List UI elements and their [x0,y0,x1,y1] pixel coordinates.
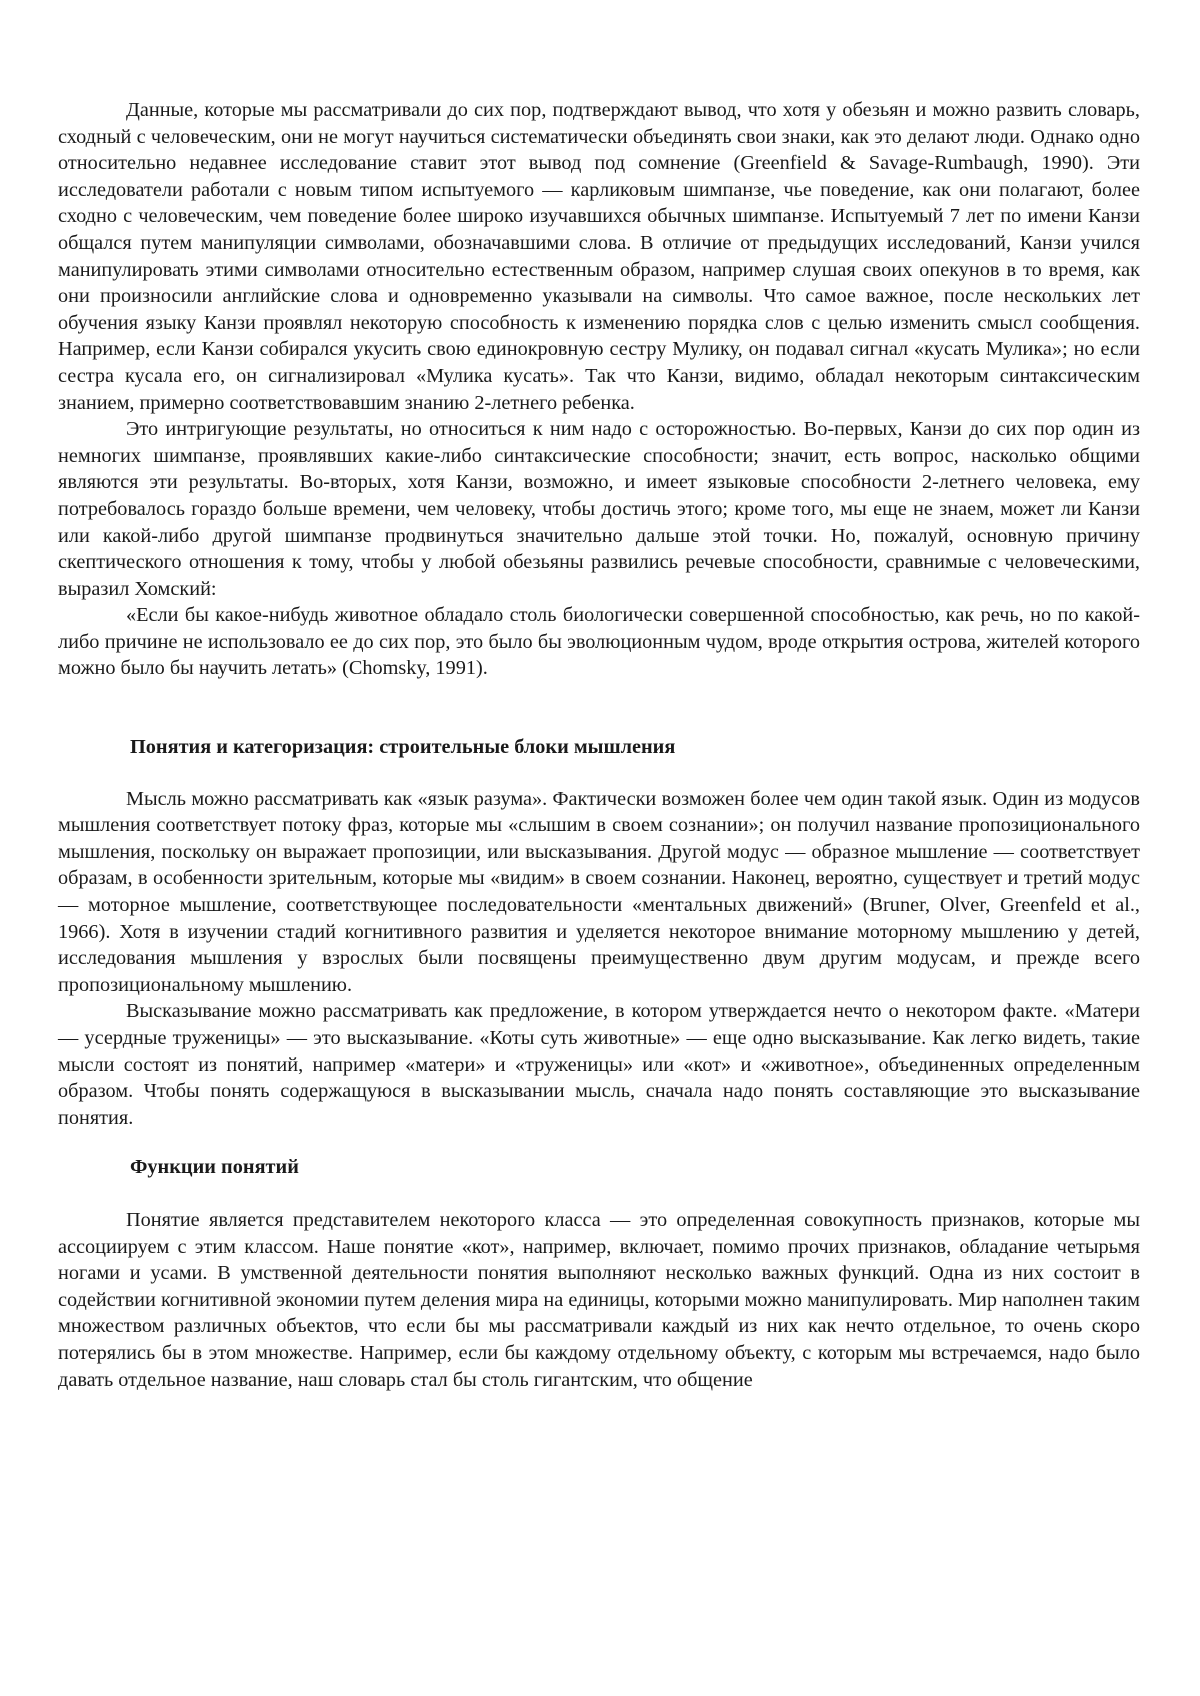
paragraph-concept-definition: Понятие является представителем некоторого класса — это определенная совокупность признаков, которые мы ассоциируем с этим классом. Наше понятие «кот», например, включает, помимо прочих признаков, обладание четырьмя ногами и усами. В умственной деятельности понятия выполняют несколько важных функций. Одна из них состоит в содействии когнитивной экономии путем деления мира на единицы, которыми можно манипулировать. Мир наполнен таким множеством различных объектов, что если бы мы рассматривали каждый из них как нечто отдельное, то очень скоро потерялись бы в этом множестве. Например, если бы каждому отдельному объекту, с которым мы встречаемся, надо было давать отдельное название, наш словарь стал бы столь гигантским, что общение [58,1208,1140,1391]
document-page [58,97,1140,1393]
section-heading-concept-functions: Функции понятий [130,1156,299,1179]
paragraph-thought-modes: Мысль можно рассматривать как «язык разума». Фактически возможен более чем один такой язык. Один из модусов мышления соответствует потоку фраз, которые мы «слышим в своем сознании»; он получил название пропозиционального мышления, поскольку он выражает пропозиции, или высказывания. Другой модус — образное мышление — соответствует образам, в особенности зрительным, которые мы «видим» в своем сознании. Наконец, вероятно, существует и третий модус — моторное мышление, соответствующее последовательности «ментальных движений» (Bruner, Olver, Greenfeld et al., 1966). Хотя в изучении стадий когнитивного развития и уделяется некоторое внимание моторному мышлению у детей, исследования мышления у взрослых были посвящены преимущественно двум другим модусам, и прежде всего пропозициональному мышлению. [58,787,1140,996]
section-heading-concepts: Понятия и категоризация: строительные блоки мышления [130,736,676,759]
paragraph-kanzi-study: Данные, которые мы рассматривали до сих пор, подтверждают вывод, что хотя у обезьян и можно развить словарь, сходный с человеческим, они не могут научиться систематически объединять свои знаки, как это делают люди. Однако одно относительно недавнее исследование ставит этот вывод под сомнение (Greenfield & Savage-Rumbaugh, 1990). Эти исследователи работали с новым типом испытуемого — карликовым шимпанзе, чье поведение, как они полагают, более сходно с человеческим, чем поведение более широко изучавшихся обычных шимпанзе. Испытуемый 7 лет по имени Канзи общался путем манипуляции символами, обозначавшими слова. В отличие от предыдущих исследований, Канзи учился манипулировать этими символами относительно естественным образом, например слушая своих опекунов в то время, как они произносили английские слова и одновременно указывали на символы. Что самое важное, после нескольких лет обучения языку Канзи проявлял некоторую способность к изменению порядка слов с целью изменить смысл сообщения. Например, если Канзи собирался укусить свою единокровную сестру Мулику, он подавал сигнал «кусать Мулика»; но если сестра кусала его, он сигнализировал «Мулика кусать». Так что Канзи, видимо, обладал некоторым синтаксическим знанием, примерно соответствовавшим знанию 2-летнего ребенка. [58,99,1140,414]
paragraph-chomsky-quote: «Если бы какое-нибудь животное обладало столь биологически совершенной способностью, как речь, но по какой-либо причине не использовало ее до сих пор, это было бы эволюционным чудом, вроде открытия острова, жителей которого можно было бы научить летать» (Chomsky, 1991). [58,604,1140,680]
paragraph-caution: Это интригующие результаты, но относиться к ним надо с осторожностью. Во-первых, Канзи до сих пор один из немногих шимпанзе, проявлявших какие-либо синтаксические способности; значит, есть вопрос, насколько общими являются эти результаты. Во-вторых, хотя Канзи, возможно, и имеет языковые способности 2-летнего человека, ему потребовалось гораздо больше времени, чем человеку, чтобы достичь этого; кроме того, мы еще не знаем, может ли Канзи или какой-либо другой шимпанзе продвинуться значительно дальше этой точки. Но, пожалуй, основную причину скептического отношения к тому, чтобы у любой обезьяны развились речевые способности, сравнимые с человеческими, выразил Хомский: [58,418,1140,600]
paragraph-propositions: Высказывание можно рассматривать как предложение, в котором утверждается нечто о некотором факте. «Матери — усердные труженицы» — это высказывание. «Коты суть животные» — еще одно высказывание. Как легко видеть, такие мысли состоят из понятий, например «матери» и «труженицы» или «кот» и «животное», объединенных определенным образом. Чтобы понять содержащуюся в высказывании мысль, сначала надо понять составляющие это высказывание понятия. [58,1000,1140,1129]
